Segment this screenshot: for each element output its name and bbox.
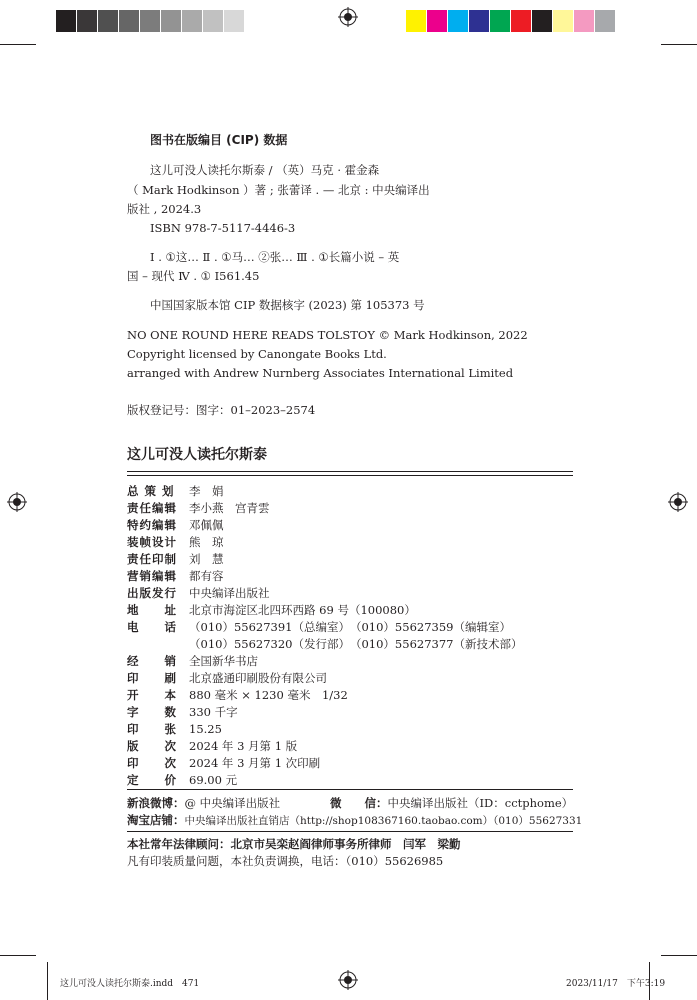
registration-mark-icon [338,970,358,990]
credit-row [127,721,222,737]
gray-swatch [161,10,181,32]
crop-mark [47,962,48,1000]
slug-timestamp: 2023/11/17 下午3:19 [566,979,666,989]
credit-value: 中央编译出版社 [189,586,270,600]
copyright-line: Copyright licensed by Canongate Books Ltd. [127,347,387,361]
cip-classification-line: Ⅰ . ①这… Ⅱ . ①马… ②张… Ⅲ . ①长篇小说 – 英 [150,250,400,264]
color-swatch [595,10,615,32]
legal-counsel: 本社常年法律顾问：北京市吴栾赵阎律师事务所律师 闫军 梁勤 [127,837,461,851]
color-swatch [553,10,573,32]
wechat-value: 中央编译出版社（ID：cctphome） [387,796,574,810]
credit-row [127,602,416,618]
credit-value: 全国新华书店 [189,654,258,668]
weibo-row [127,795,280,811]
credit-value: 都有容 [189,569,224,583]
credit-row [127,517,224,533]
gray-swatch [56,10,76,32]
book-title: 这儿可没人读托尔斯泰 [127,447,267,463]
registration-mark-icon [338,7,358,27]
credit-row [127,772,237,788]
credit-row [127,704,238,720]
credit-label: 版 次 [127,739,177,753]
registration-mark-icon [7,492,27,512]
crop-mark [661,44,697,45]
credit-row [127,483,224,499]
credit-label: 电 话 [127,620,177,634]
cip-classification-line: 国 – 现代 Ⅳ . ① I561.45 [127,269,260,283]
credit-label: 装帧设计 [127,535,177,549]
credit-row [127,670,327,686]
color-swatch [511,10,531,32]
credit-label: 经 销 [127,654,177,668]
cip-verification: 中国国家版本馆 CIP 数据核字 (2023) 第 105373 号 [150,298,425,312]
credit-value: （010）55627320（发行部） （010）55627377（新技术部） [189,637,523,651]
color-swatch [490,10,510,32]
color-swatch [532,10,552,32]
credit-value: 邓佩佩 [189,518,224,532]
color-swatch [469,10,489,32]
gray-swatch [98,10,118,32]
gray-swatch [77,10,97,32]
credit-label: 特约编辑 [127,518,177,532]
credit-label: 印 刷 [127,671,177,685]
credit-value: 刘 慧 [189,552,224,566]
gray-swatch [224,10,244,32]
credit-row [127,551,224,567]
taobao-row [127,812,582,829]
crop-mark [661,955,697,956]
gray-swatch [140,10,160,32]
credit-label: 字 数 [127,705,177,719]
gray-swatch [182,10,202,32]
credit-label: 定 价 [127,773,177,787]
credit-label: 开 本 [127,688,177,702]
credit-row [127,619,511,635]
credit-label: 印 张 [127,722,177,736]
credit-row [127,534,224,550]
crop-mark [0,955,36,956]
credit-label: 责任印制 [127,552,177,566]
credit-row [127,636,522,652]
credit-label: 出版发行 [127,586,177,600]
cip-entry-line: （ Mark Hodkinson ）著 ; 张蕾译 . — 北京 : 中央编译出 [127,183,430,197]
credit-value: 熊 琼 [189,535,224,549]
credit-label: 总 策 划 [127,484,175,498]
quality-notice: 凡有印装质量问题，本社负责调换，电话：（010）55626985 [127,854,444,868]
credit-value: 330 千字 [189,705,238,719]
wechat-row [330,795,573,811]
gray-swatch [203,10,223,32]
divider [127,475,573,476]
credit-value: 69.00 元 [189,773,238,787]
taobao-label: 淘宝店铺： [127,813,185,827]
credit-value: 2024 年 3 月第 1 版 [189,739,298,753]
copyright-line: arranged with Andrew Nurnberg Associates International Limited [127,366,514,380]
copyright-registration: 版权登记号：图字：01–2023–2574 [127,403,316,417]
credit-row [127,738,297,754]
credit-value: 北京盛通印刷股份有限公司 [189,671,327,685]
credit-value: 15.25 [189,722,222,736]
color-swatch [406,10,426,32]
credit-row [127,687,348,703]
credit-row [127,755,320,771]
gray-swatch [119,10,139,32]
divider [127,789,573,790]
credit-label: 责任编辑 [127,501,177,515]
credit-row [127,500,270,516]
copyright-line: NO ONE ROUND HERE READS TOLSTOY © Mark Hodkinson, 2022 [127,328,528,342]
credit-label: 营销编辑 [127,569,177,583]
crop-mark [0,44,36,45]
color-swatch [574,10,594,32]
credit-row [127,568,224,584]
color-swatch [427,10,447,32]
weibo-value: @ 中央编译出版社 [184,796,281,810]
registration-mark-icon [668,492,688,512]
cip-isbn: ISBN 978-7-5117-4446-3 [150,221,296,235]
credit-value: （010）55627391（总编室） （010）55627359（编辑室） [189,620,511,634]
credit-value: 李小燕 宫青雲 [189,501,270,515]
taobao-value: 中央编译出版社直销店（http://shop108367160.taobao.com）（010）55627331 [184,815,583,827]
weibo-label: 新浪微博： [127,796,185,810]
credit-value: 880 毫米 × 1230 毫米 1/32 [189,688,348,702]
divider [127,831,573,832]
credit-label: 地 址 [127,603,177,617]
credit-label: 印 次 [127,756,177,770]
cip-entry-line: 版社 , 2024.3 [127,202,202,216]
color-swatch [448,10,468,32]
cip-entry-line: 这儿可没人读托尔斯泰 / （英）马克 · 霍金森 [150,163,380,177]
slug-file-name: 这儿可没人读托尔斯泰.indd 471 [60,979,200,989]
cip-title: 图书在版编目 (CIP) 数据 [150,133,288,147]
divider [127,471,573,472]
credit-value: 北京市海淀区北四环西路 69 号（100080） [189,603,416,617]
credit-row [127,653,258,669]
credit-row [127,585,270,601]
wechat-label: 微 信： [330,796,388,810]
credit-value: 李 娟 [189,484,224,498]
credit-value: 2024 年 3 月第 1 次印刷 [189,756,321,770]
